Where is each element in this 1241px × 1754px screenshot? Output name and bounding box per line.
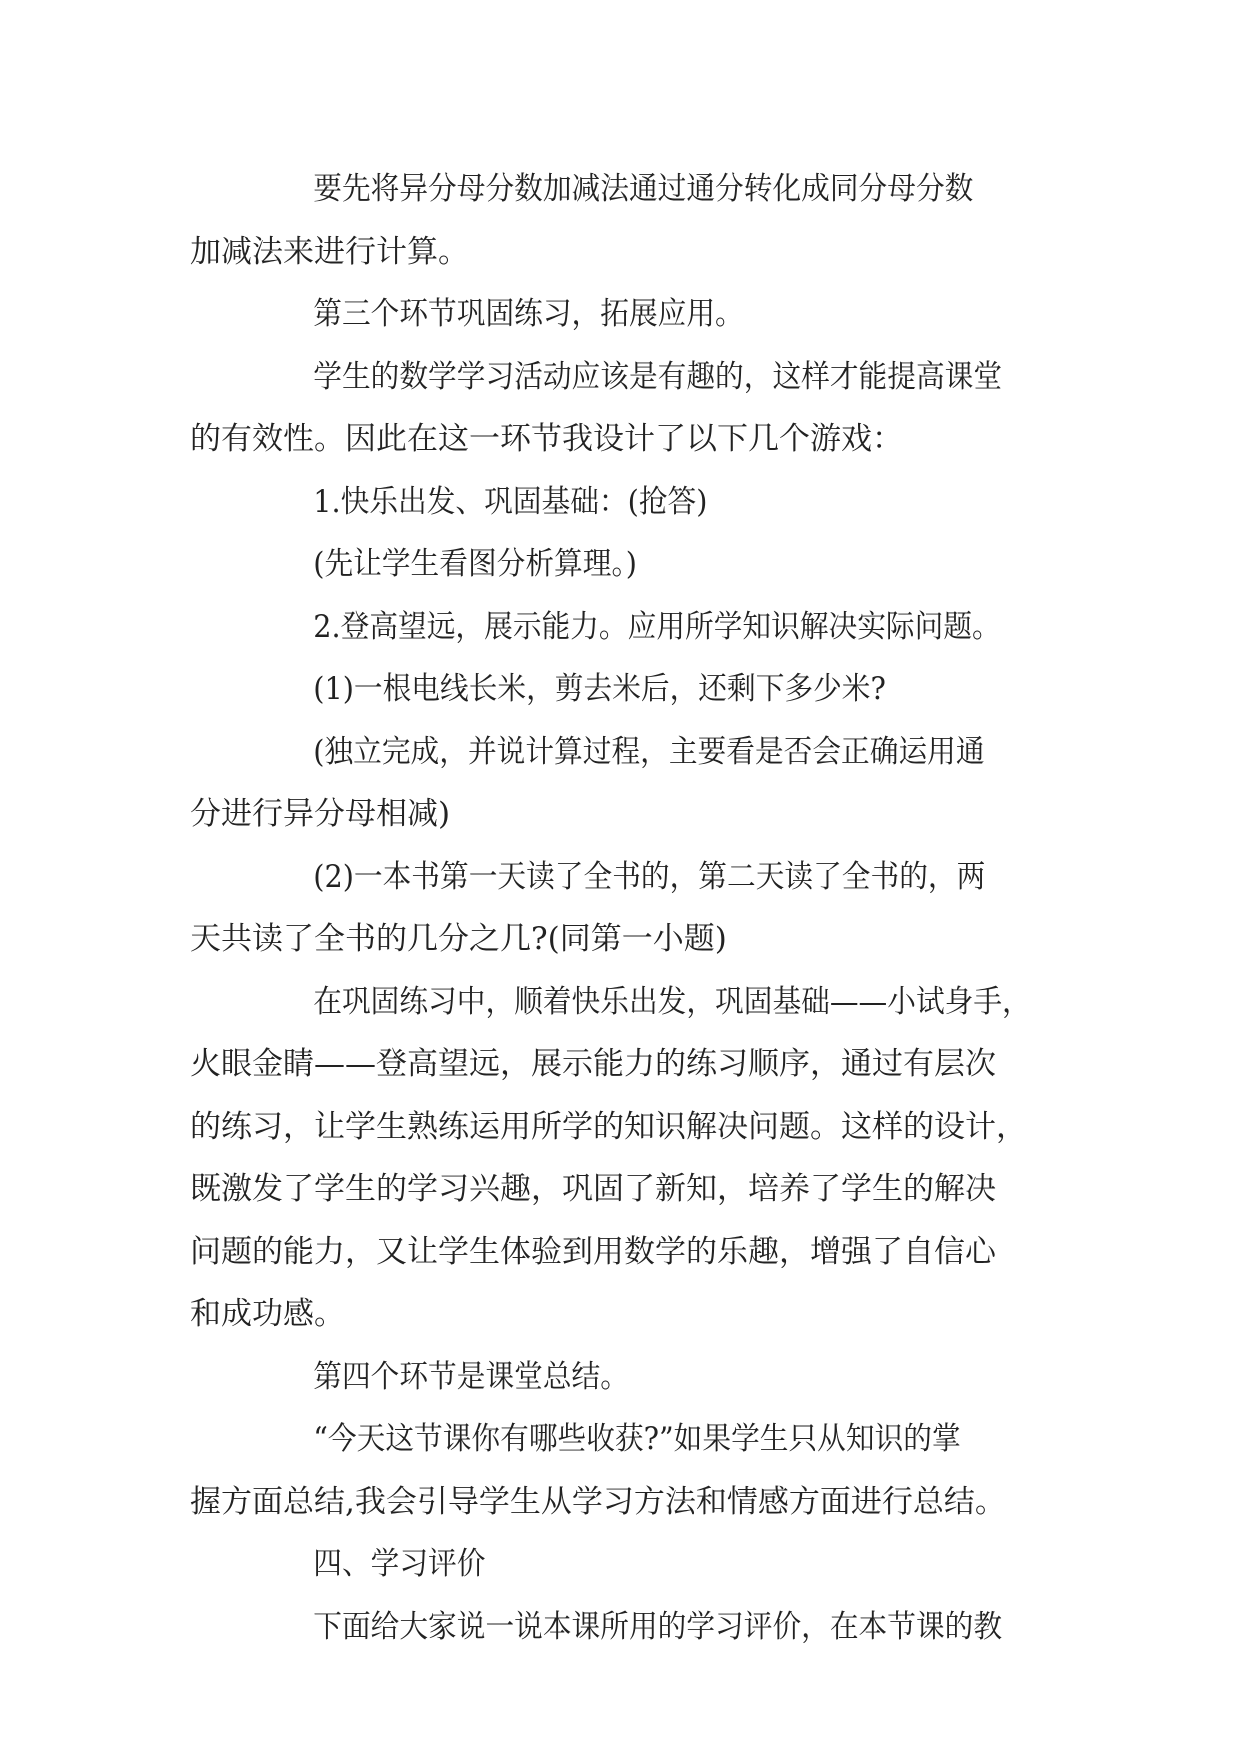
paragraph-line	[190, 221, 1052, 284]
paragraph-line	[190, 596, 1052, 659]
paragraph-line	[190, 1346, 1052, 1409]
text-line: 加减法来进行计算。	[190, 233, 469, 270]
paragraph-line	[190, 471, 1052, 534]
text-line: 2.登高望远，展示能力。应用所学知识解决实际问题。	[313, 608, 1001, 645]
text-line: 在巩固练习中，顺着快乐出发，巩固基础——小试身手，	[313, 983, 1031, 1020]
text-line: 四、学习评价	[313, 1546, 486, 1582]
paragraph-line	[190, 1533, 1052, 1596]
text-line: (先让学生看图分析算理。)	[313, 546, 637, 582]
paragraph-line	[190, 721, 1052, 784]
text-line: 的有效性。因此在这一环节我设计了以下几个游戏：	[190, 421, 903, 457]
text-line: 问题的能力，又让学生体验到用数学的乐趣，增强了自信心	[190, 1233, 996, 1270]
paragraph-line	[190, 1221, 1052, 1284]
text-line: 分进行异分母相减)	[190, 796, 451, 832]
paragraph-line	[190, 533, 1052, 596]
text-line: (1)一根电线长米，剪去米后，还剩下多少米?	[313, 671, 886, 707]
text-line: 学生的数学学习活动应该是有趣的，这样才能提高课堂	[313, 358, 1003, 395]
paragraph-line	[190, 283, 1052, 346]
text-line: (2)一本书第一天读了全书的，第二天读了全书的，两	[313, 858, 986, 895]
paragraph-line	[190, 908, 1052, 971]
text-line: 既激发了学生的学习兴趣，巩固了新知，培养了学生的解决	[190, 1171, 996, 1207]
paragraph-line	[190, 1096, 1052, 1159]
paragraph-line	[190, 971, 1052, 1034]
paragraph-line	[190, 1408, 1052, 1471]
text-line: 火眼金睛——登高望远，展示能力的练习顺序，通过有层次	[190, 1046, 996, 1082]
paragraph-line	[190, 346, 1052, 409]
text-line: “今天这节课你有哪些收获?”如果学生只从知识的掌	[313, 1421, 961, 1457]
paragraph-line	[190, 1596, 1052, 1659]
text-line: 要先将异分母分数加减法通过通分转化成同分母分数	[313, 171, 974, 207]
text-line: 第四个环节是课堂总结。	[313, 1358, 629, 1395]
paragraph-line	[190, 158, 1052, 221]
text-line: 和成功感。	[190, 1296, 345, 1332]
paragraph-line	[190, 846, 1052, 909]
text-line: 1.快乐出发、巩固基础：(抢答)	[313, 483, 708, 520]
paragraph-line	[190, 783, 1052, 846]
paragraph-line	[190, 1283, 1052, 1346]
paragraph-line	[190, 408, 1052, 471]
text-line: 的练习，让学生熟练运用所学的知识解决问题。这样的设计，	[190, 1108, 1027, 1145]
text-line: 天共读了全书的几分之几?(同第一小题)	[190, 921, 727, 957]
text-line: 握方面总结,我会引导学生从学习方法和情感方面进行总结。	[190, 1483, 1006, 1520]
text-line: (独立完成，并说计算过程，主要看是否会正确运用通	[313, 733, 985, 770]
document-page	[190, 158, 1052, 1658]
text-line: 下面给大家说一说本课所用的学习评价，在本节课的教	[313, 1608, 1003, 1645]
paragraph-line	[190, 1471, 1052, 1534]
text-line: 第三个环节巩固练习，拓展应用。	[313, 296, 744, 332]
paragraph-line	[190, 1158, 1052, 1221]
paragraph-line	[190, 658, 1052, 721]
paragraph-line	[190, 1033, 1052, 1096]
